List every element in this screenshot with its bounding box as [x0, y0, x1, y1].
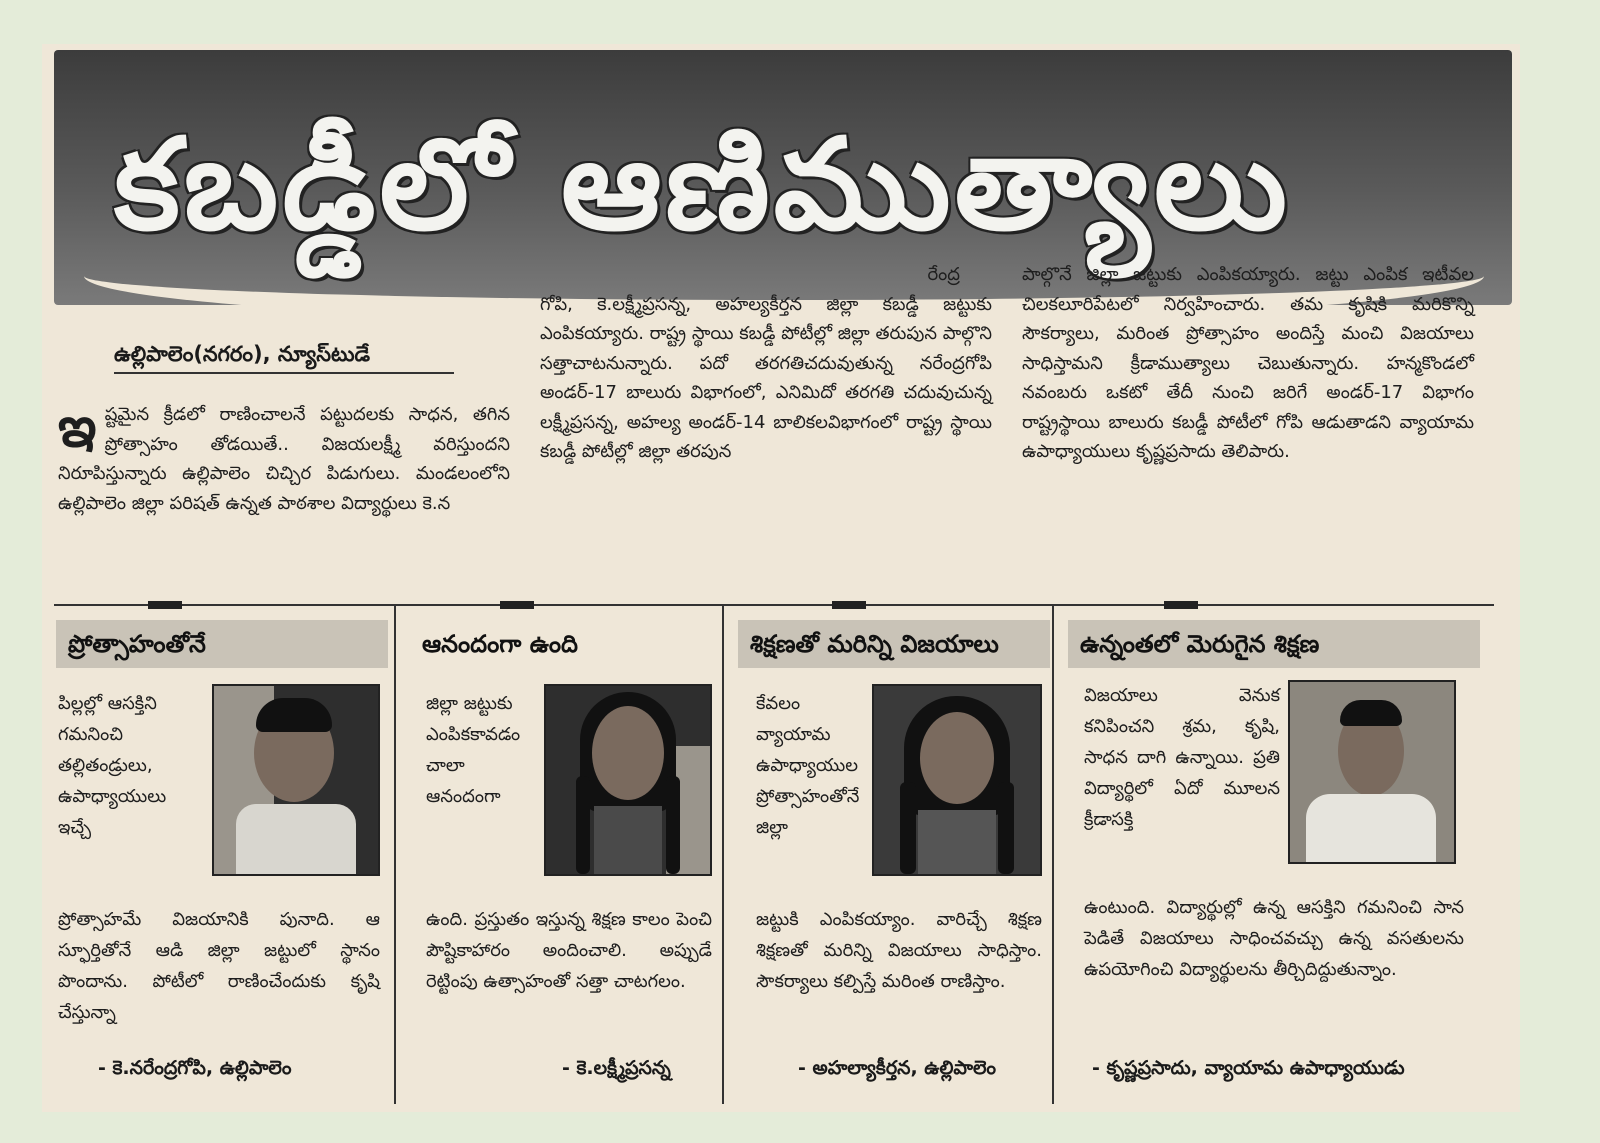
newspaper-clipping — [42, 44, 1520, 1112]
article-column-2 — [540, 260, 992, 590]
photo-narendra-gopi — [212, 684, 380, 876]
box-text-wide-1: ప్రోత్సాహమే విజయానికి పునాది. ఆ స్ఫూర్తితోనే ఆడి జిల్లా జట్టులో స్థానం పొందాను. పోటీలో రాణించేందుకు కృషి చేస్తున్నా — [58, 909, 380, 1023]
box-text-wide-2: ఉంది. ప్రస్తుతం ఇస్తున్న శిక్షణ కాలం పెంచి పౌష్టికాహారం అందించాలి. అప్పుడే రెట్టింపు ఉత్సాహంతో సత్తా చాటగలం. — [426, 909, 712, 992]
box-title-2: ఆనందంగా ఉంది — [422, 630, 579, 658]
article-text-3: పాల్గొనే జిల్లా జట్టుకు ఎంపికయ్యారు. జట్టు ఎంపిక ఇటీవల చిలకలూరిపేటలో నిర్వహించారు. తమ కృషికి మరికొన్ని సౌకర్యాలు, మరింత ప్రోత్సాహం అందిస్తే మంచి విజయాలు సాధిస్తామని క్రీడాముత్యాలు చెబుతున్నారు. హన్మకొండలో నవంబరు ఒకటో తేదీ నుంచి జరిగే అండర్-17 విభాగం రాష్ట్రస్థాయి బాలురు కబడ్డీ పోటీలో గోపి ఆడుతాడని వ్యాయామ ఉపాధ్యాయులు కృష్ణప్రసాదు తెలిపారు. — [1022, 264, 1474, 462]
signature-3: - అహల్యాకీర్తన, ఉల్లిపాలెం — [798, 1057, 997, 1079]
column-rule — [1052, 604, 1054, 1104]
photo-lakshmi-prasanna — [544, 684, 712, 876]
box-text-narrow-4: విజయాలు వెనుక కనిపించని శ్రమ, కృషి, సాధన దాగి ఉన్నాయి. ప్రతి విద్యార్థిలో ఏదో మూలన క్రీడాసక్తి — [1084, 685, 1280, 830]
box-text-narrow-3: కేవలం వ్యాయామ ఉపాధ్యాయుల ప్రోత్సాహంతోనే జిల్లా — [756, 693, 860, 838]
photo-ahalya-keerthana — [872, 684, 1042, 876]
divider-mark — [148, 601, 182, 609]
article-column-1 — [58, 395, 510, 590]
article-text-1: ష్టమైన క్రీడలో రాణించాలనే పట్టుదలకు సాధన, తగిన ప్రోత్సాహం తోడయితే.. విజయలక్ష్మీ వరిస్తుందని నిరూపిస్తున్నారు ఉల్లిపాలెం చిచ్చిర పిడుగులు. మండలంలోని ఉల్లిపాలెం జిల్లా పరిషత్ ఉన్నత పాఠశాల విద్యార్థులు కె.న — [58, 404, 510, 514]
article-text-2-top: రేంద్ర — [927, 264, 960, 285]
dateline: ఉల్లిపాలెం(నగరం), న్యూస్‌టుడే — [114, 336, 454, 374]
column-rule — [722, 604, 724, 1104]
divider-mark — [500, 601, 534, 609]
box-title-1: ప్రోత్సాహంతోనే — [56, 620, 388, 668]
signature-1: - కె.నరేంద్రగోపి, ఉల్లిపాలెం — [98, 1057, 292, 1079]
signature-4: - కృష్ణప్రసాదు, వ్యాయామ ఉపాధ్యాయుడు — [1092, 1057, 1405, 1079]
drop-cap: ఇ — [58, 395, 97, 460]
box-text-wide-4: ఉంటుంది. విద్యార్థుల్లో ఉన్న ఆసక్తిని గమనించి సాన పెడితే విజయాలు సాధించవచ్చు ఉన్న వసతులను ఉపయోగించి విద్యార్థులను తీర్చిదిద్దుతున్నాం. — [1084, 897, 1464, 980]
article-column-3 — [1022, 260, 1474, 590]
section-divider — [54, 604, 1494, 606]
divider-mark — [1164, 601, 1198, 609]
article-text-2: గోపి, కె.లక్ష్మీప్రసన్న, అహల్యకీర్తన జిల్లా కబడ్డీ జట్టుకు ఎంపికయ్యారు. రాష్ట్ర స్థాయి కబడ్డీ పోటీల్లో జిల్లా తరుపున పాల్గొని సత్తాచాటనున్నారు. పదో తరగతిచదువుతున్న నరేంద్రగోపి అండర్-17 బాలురు విభాగంలో, ఎనిమిదో తరగతి చదువుచున్న లక్ష్మీప్రసన్న, అహల్య అండర్-14 బాలికలవిభాగంలో రాష్ట్ర స్థాయి కబడ్డీ పోటీల్లో జిల్లా తరపున — [540, 293, 992, 462]
box-title-4: ఉన్నంతలో మెరుగైన శిక్షణ — [1068, 620, 1480, 668]
divider-mark — [832, 601, 866, 609]
box-text-wide-3: జట్టుకి ఎంపికయ్యాం. వారిచ్చే శిక్షణ శిక్షణతో మరిన్ని విజయాలు సాధిస్తాం. సౌకర్యాలు కల్పిస్తే మరింత రాణిస్తాం. — [756, 909, 1042, 992]
box-text-narrow-1: పిల్లల్లో ఆసక్తిని గమనించి తల్లితండ్రులు, ఉపాధ్యాయులు ఇచ్చే — [58, 693, 167, 838]
column-rule — [394, 604, 396, 1104]
box-title-3: శిక్షణతో మరిన్ని విజయాలు — [738, 620, 1050, 668]
signature-2: - కె.లక్ష్మీప్రసన్న — [562, 1057, 671, 1079]
headline: కబడ్డీలో ఆణిముత్యాలు — [114, 111, 1291, 258]
photo-krishna-prasad — [1288, 680, 1456, 864]
box-text-narrow-2: జిల్లా జట్టుకు ఎంపికకావడం చాలా ఆనందంగా — [426, 693, 521, 807]
